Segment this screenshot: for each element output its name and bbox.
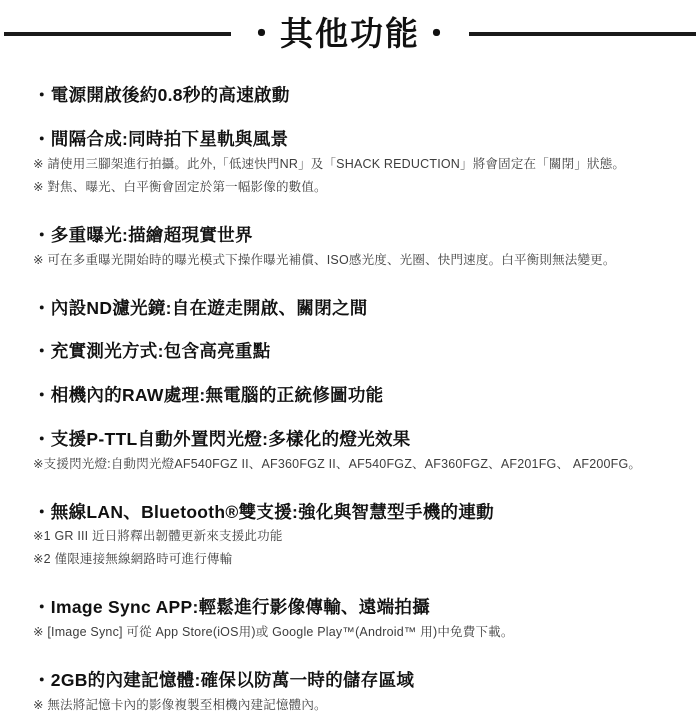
feature-section-pttl-flash bbox=[33, 428, 670, 475]
feature-heading: ・多重曝光:描繪超現實世界 bbox=[33, 224, 253, 245]
feature-note: ※2 僅限連接無線網路時可進行傳輸 bbox=[33, 552, 233, 567]
feature-notes bbox=[33, 454, 670, 475]
feature-note: ※ 可在多重曝光開始時的曝光模式下操作曝光補償、ISO感光度、光圈、快門速度。白平衡則無法變更。 bbox=[33, 252, 616, 267]
feature-section-internal-memory bbox=[33, 669, 670, 711]
feature-section-startup bbox=[33, 84, 670, 107]
feature-heading: ・Image Sync APP:輕鬆進行影像傳輸、遠端拍攝 bbox=[33, 597, 430, 618]
feature-heading: ・電源開啟後約0.8秒的高速啟動 bbox=[33, 85, 290, 106]
page-title: ・其他功能・ bbox=[245, 15, 455, 52]
feature-notes bbox=[33, 526, 670, 570]
feature-heading: ・充實測光方式:包含高亮重點 bbox=[33, 341, 271, 362]
feature-notes bbox=[33, 622, 670, 643]
feature-section-multi-exposure bbox=[33, 224, 670, 271]
feature-heading: ・間隔合成:同時拍下星軌與風景 bbox=[33, 129, 289, 150]
feature-note: ※ 請使用三腳架進行拍攝。此外,「低速快門NR」及「SHACK REDUCTION」將會固定在「關閉」狀態。 bbox=[33, 156, 626, 171]
feature-heading: ・內設ND濾光鏡:自在遊走開啟、關閉之間 bbox=[33, 297, 368, 318]
feature-section-metering bbox=[33, 340, 670, 363]
feature-section-raw-processing bbox=[33, 384, 670, 407]
feature-section-nd-filter bbox=[33, 297, 670, 320]
feature-heading: ・支援P-TTL自動外置閃光燈:多樣化的燈光效果 bbox=[33, 428, 411, 449]
feature-note: ※1 GR III 近日將釋出韌體更新來支援此功能 bbox=[33, 529, 283, 544]
feature-notes bbox=[33, 250, 670, 271]
feature-note: ※ [Image Sync] 可從 App Store(iOS用)或 Google Play™(Android™ 用)中免費下載。 bbox=[33, 625, 514, 640]
feature-section-wireless bbox=[33, 501, 670, 571]
feature-heading: ・無線LAN、Bluetooth®雙支援:強化與智慧型手機的連動 bbox=[33, 501, 494, 522]
feature-notes bbox=[33, 154, 670, 198]
title-rule-left bbox=[4, 32, 231, 36]
feature-heading: ・2GB的內建記憶體:確保以防萬一時的儲存區域 bbox=[33, 670, 415, 691]
feature-note: ※ 對焦、曝光、白平衡會固定於第一幅影像的數值。 bbox=[33, 179, 327, 194]
feature-note: ※支援閃光燈:自動閃光燈AF540FGZ II、AF360FGZ II、AF540FGZ、AF360FGZ、AF201FG、 AF200FG。 bbox=[33, 456, 642, 471]
title-rule-right bbox=[469, 32, 696, 36]
feature-section-image-sync bbox=[33, 596, 670, 643]
feature-section-interval-composite bbox=[33, 128, 670, 198]
feature-heading: ・相機內的RAW處理:無電腦的正統修圖功能 bbox=[33, 385, 384, 406]
feature-notes bbox=[33, 695, 670, 711]
feature-note: ※ 無法將記憶卡內的影像複製至相機內建記憶體內。 bbox=[33, 697, 327, 711]
feature-list bbox=[0, 52, 700, 711]
page-title-row bbox=[4, 16, 696, 52]
